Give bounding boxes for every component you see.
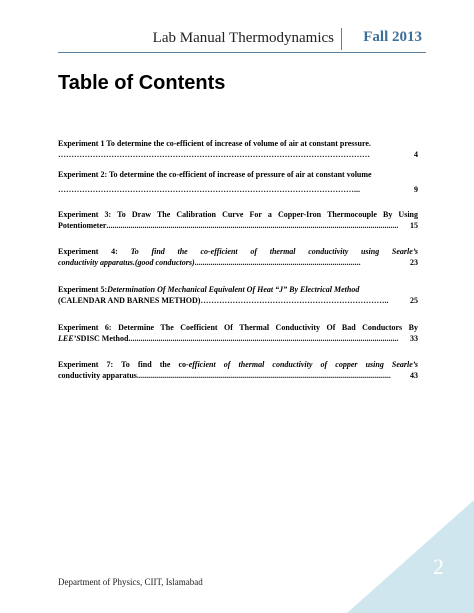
entry-leader: ...................................................................................	[194, 258, 361, 267]
entry-page: 25	[410, 296, 418, 305]
entry-leader: ..................................................................................................................................................	[106, 221, 399, 230]
entry-title-cont: DISC Method	[80, 334, 129, 343]
entry-page: 23	[410, 258, 418, 267]
corner-triangle	[347, 500, 474, 613]
entry-prefix: Experiment 7: To find the co-	[58, 360, 189, 369]
entry-leader: ……………………………………………………………..	[200, 296, 389, 305]
entry-page: 15	[410, 221, 418, 230]
entry-leader: …………………………………………………………………………………………………...	[58, 185, 360, 194]
toc-heading: Table of Contents	[58, 72, 226, 94]
page-footer: Department of Physics, CIIT, Islamabad	[58, 577, 203, 587]
entry-title: Experiment 3: To Draw The Calibration Curve For a Copper-Iron Thermocouple By Using	[58, 210, 418, 219]
entry-title-italic: LEE’S	[58, 334, 81, 343]
entry-page: 33	[410, 334, 418, 343]
page-number: 2	[433, 554, 444, 579]
header-title: Lab Manual Thermodynamics	[152, 30, 334, 46]
entry-title-cont: conductivity apparatus	[58, 371, 137, 380]
entry-title: efficient of thermal conductivity of copper using Searle’s	[188, 360, 418, 369]
entry-leader: ...............................................................................................................................	[136, 371, 391, 380]
entry-title-cont: conductivity apparatus.(good conductors)	[58, 258, 195, 267]
entry-title-cont: (CALENDAR AND BARNES METHOD)	[58, 296, 201, 305]
entry-leader: ………………………………………………………………………………………………………	[58, 150, 370, 159]
entry-leader: .......................................................................................................................................	[128, 334, 399, 343]
header-term: Fall 2013	[363, 29, 422, 45]
entry-prefix: Experiment 4:	[58, 247, 131, 256]
entry-page: 4	[414, 150, 418, 159]
entry-title: Determination Of Mechanical Equivalent Of Heat “J” By Electrical Method	[107, 285, 360, 294]
entry-title: Experiment 6: Determine The Coefficient Of Thermal Conductivity Of Bad Conductors By	[58, 323, 418, 332]
entry-title: Experiment 2: To determine the co-efficient of increase of pressure of air at constant volume	[58, 170, 372, 179]
entry-title: To find the co-efficient of thermal conductivity using Searle’s	[130, 247, 418, 256]
entry-page: 43	[410, 371, 418, 380]
entry-title: Experiment 1 To determine the co-efficient of increase of volume of air at constant pressure.	[58, 139, 371, 148]
entry-title-cont: Potentiometer	[58, 221, 107, 230]
entry-prefix: Experiment 5:	[58, 285, 108, 294]
entry-page: 9	[414, 185, 418, 194]
